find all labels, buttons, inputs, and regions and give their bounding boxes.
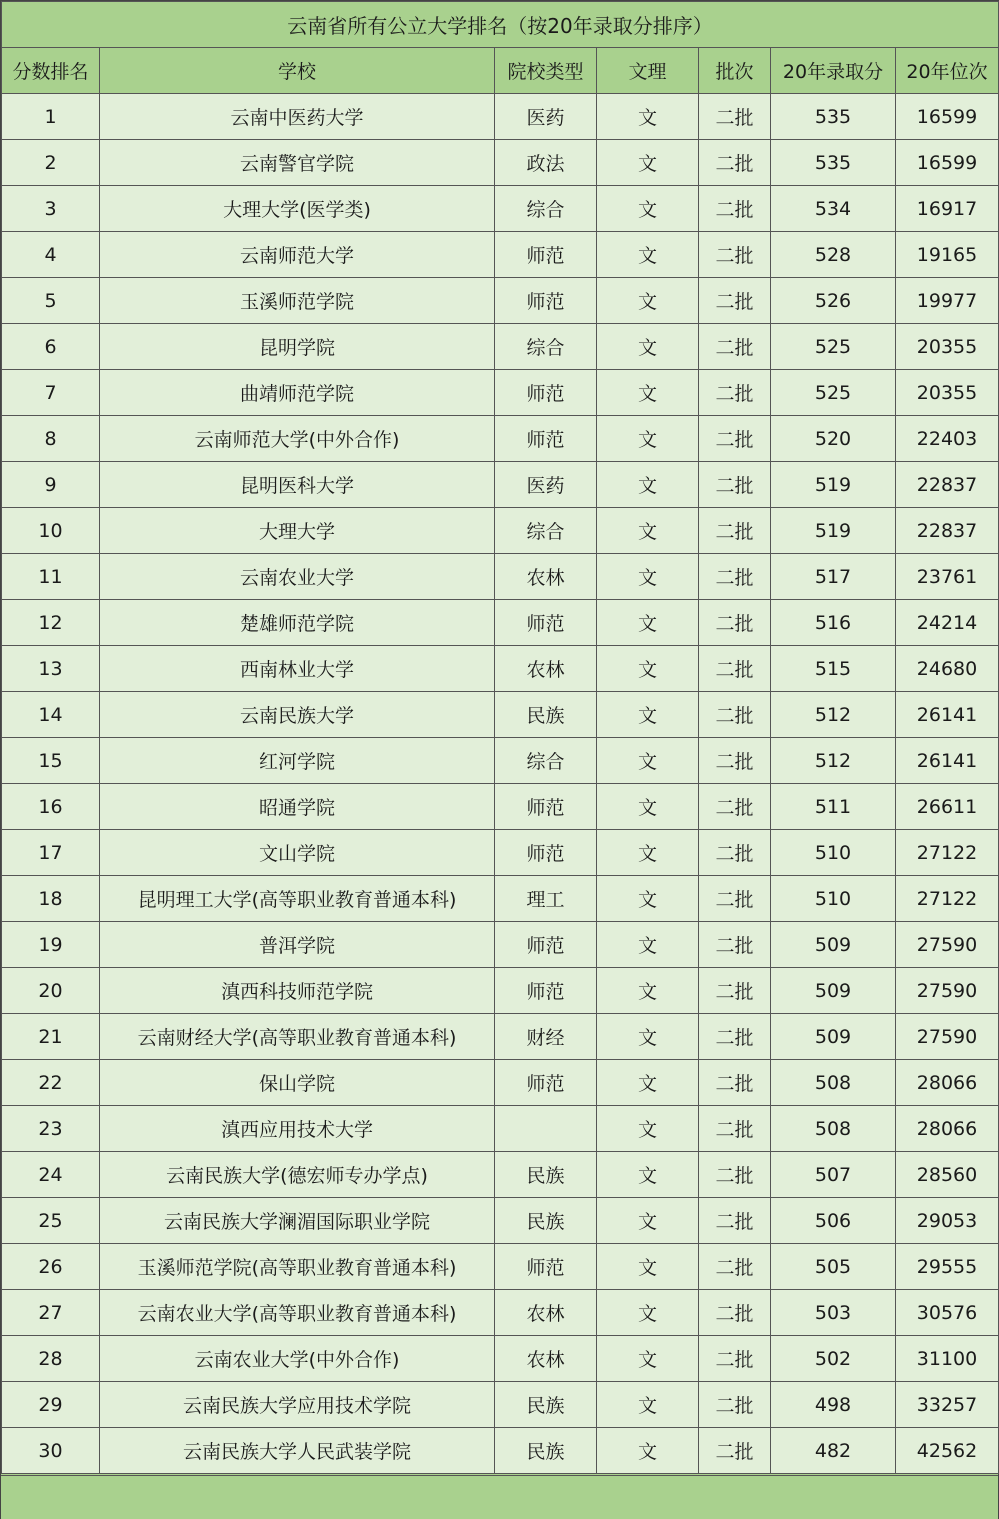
- track-cell: 文: [597, 508, 699, 554]
- table-row: [2, 1060, 999, 1106]
- track-cell: 文: [597, 554, 699, 600]
- rank-cell: 18: [2, 876, 100, 922]
- batch-cell: 二批: [699, 1336, 771, 1382]
- table-row: [2, 278, 999, 324]
- position-cell: 23761: [896, 554, 999, 600]
- position-cell: 29555: [896, 1244, 999, 1290]
- footer-bar: [1, 1475, 998, 1519]
- table-row: [2, 830, 999, 876]
- school-cell: 昆明医科大学: [100, 462, 495, 508]
- track-cell: 文: [597, 1382, 699, 1428]
- position-cell: 16599: [896, 94, 999, 140]
- rank-cell: 3: [2, 186, 100, 232]
- column-header-track: 文理: [597, 48, 699, 94]
- school-cell: 大理大学: [100, 508, 495, 554]
- track-cell: 文: [597, 1290, 699, 1336]
- batch-cell: 二批: [699, 646, 771, 692]
- batch-cell: 二批: [699, 462, 771, 508]
- score-cell: 512: [771, 692, 896, 738]
- rank-cell: 11: [2, 554, 100, 600]
- track-cell: 文: [597, 1014, 699, 1060]
- batch-cell: 二批: [699, 1152, 771, 1198]
- position-cell: 27590: [896, 922, 999, 968]
- school-cell: 昆明学院: [100, 324, 495, 370]
- type-cell: 师范: [495, 922, 597, 968]
- track-cell: 文: [597, 94, 699, 140]
- type-cell: 民族: [495, 1198, 597, 1244]
- table-row: [2, 186, 999, 232]
- score-cell: 509: [771, 968, 896, 1014]
- type-cell: 农林: [495, 1290, 597, 1336]
- school-cell: 大理大学(医学类): [100, 186, 495, 232]
- rank-cell: 27: [2, 1290, 100, 1336]
- column-header-batch: 批次: [699, 48, 771, 94]
- type-cell: 师范: [495, 784, 597, 830]
- header-row: [2, 48, 999, 94]
- score-cell: 515: [771, 646, 896, 692]
- track-cell: 文: [597, 968, 699, 1014]
- track-cell: 文: [597, 278, 699, 324]
- track-cell: 文: [597, 784, 699, 830]
- type-cell: 民族: [495, 1382, 597, 1428]
- rank-cell: 17: [2, 830, 100, 876]
- school-cell: 云南民族大学: [100, 692, 495, 738]
- school-cell: 昭通学院: [100, 784, 495, 830]
- track-cell: 文: [597, 1198, 699, 1244]
- table-row: [2, 232, 999, 278]
- position-cell: 28066: [896, 1060, 999, 1106]
- score-cell: 498: [771, 1382, 896, 1428]
- position-cell: 24214: [896, 600, 999, 646]
- score-cell: 525: [771, 370, 896, 416]
- position-cell: 27590: [896, 968, 999, 1014]
- batch-cell: 二批: [699, 922, 771, 968]
- table-row: [2, 922, 999, 968]
- type-cell: 医药: [495, 94, 597, 140]
- batch-cell: 二批: [699, 830, 771, 876]
- table-row: [2, 370, 999, 416]
- position-cell: 29053: [896, 1198, 999, 1244]
- column-header-position: 20年位次: [896, 48, 999, 94]
- table-row: [2, 94, 999, 140]
- type-cell: 综合: [495, 738, 597, 784]
- score-cell: 511: [771, 784, 896, 830]
- school-cell: 玉溪师范学院(高等职业教育普通本科): [100, 1244, 495, 1290]
- batch-cell: 二批: [699, 876, 771, 922]
- type-cell: 师范: [495, 232, 597, 278]
- table-row: [2, 462, 999, 508]
- track-cell: 文: [597, 646, 699, 692]
- type-cell: 理工: [495, 876, 597, 922]
- batch-cell: 二批: [699, 508, 771, 554]
- batch-cell: 二批: [699, 1198, 771, 1244]
- rank-cell: 12: [2, 600, 100, 646]
- position-cell: 27590: [896, 1014, 999, 1060]
- position-cell: 22403: [896, 416, 999, 462]
- table-row: [2, 1152, 999, 1198]
- score-cell: 508: [771, 1106, 896, 1152]
- track-cell: 文: [597, 370, 699, 416]
- table-row: [2, 140, 999, 186]
- score-cell: 509: [771, 1014, 896, 1060]
- track-cell: 文: [597, 1152, 699, 1198]
- batch-cell: 二批: [699, 1382, 771, 1428]
- rank-cell: 7: [2, 370, 100, 416]
- score-cell: 526: [771, 278, 896, 324]
- track-cell: 文: [597, 1106, 699, 1152]
- type-cell: 农林: [495, 1336, 597, 1382]
- score-cell: 535: [771, 94, 896, 140]
- rank-cell: 8: [2, 416, 100, 462]
- school-cell: 云南警官学院: [100, 140, 495, 186]
- position-cell: 26611: [896, 784, 999, 830]
- batch-cell: 二批: [699, 370, 771, 416]
- table-title: 云南省所有公立大学排名（按20年录取分排序）: [2, 2, 999, 48]
- table-row: [2, 600, 999, 646]
- table-row: [2, 1244, 999, 1290]
- score-cell: 507: [771, 1152, 896, 1198]
- score-cell: 520: [771, 416, 896, 462]
- rank-cell: 6: [2, 324, 100, 370]
- score-cell: 502: [771, 1336, 896, 1382]
- rank-cell: 14: [2, 692, 100, 738]
- table-row: [2, 508, 999, 554]
- table-row: [2, 1014, 999, 1060]
- table-row: [2, 876, 999, 922]
- score-cell: 525: [771, 324, 896, 370]
- batch-cell: 二批: [699, 324, 771, 370]
- school-cell: 云南财经大学(高等职业教育普通本科): [100, 1014, 495, 1060]
- rank-cell: 16: [2, 784, 100, 830]
- track-cell: 文: [597, 416, 699, 462]
- track-cell: 文: [597, 692, 699, 738]
- rank-cell: 30: [2, 1428, 100, 1474]
- position-cell: 30576: [896, 1290, 999, 1336]
- type-cell: 综合: [495, 324, 597, 370]
- batch-cell: 二批: [699, 1060, 771, 1106]
- school-cell: 红河学院: [100, 738, 495, 784]
- school-cell: 云南中医药大学: [100, 94, 495, 140]
- score-cell: 510: [771, 830, 896, 876]
- batch-cell: 二批: [699, 416, 771, 462]
- rank-cell: 13: [2, 646, 100, 692]
- type-cell: 民族: [495, 692, 597, 738]
- position-cell: 28560: [896, 1152, 999, 1198]
- track-cell: 文: [597, 186, 699, 232]
- score-cell: 506: [771, 1198, 896, 1244]
- school-cell: 云南农业大学(中外合作): [100, 1336, 495, 1382]
- table-row: [2, 646, 999, 692]
- table-body: [2, 94, 999, 1474]
- type-cell: 综合: [495, 186, 597, 232]
- type-cell: 综合: [495, 508, 597, 554]
- school-cell: 西南林业大学: [100, 646, 495, 692]
- track-cell: 文: [597, 140, 699, 186]
- table-row: [2, 416, 999, 462]
- school-cell: 云南农业大学: [100, 554, 495, 600]
- batch-cell: 二批: [699, 1106, 771, 1152]
- position-cell: 16917: [896, 186, 999, 232]
- type-cell: 财经: [495, 1014, 597, 1060]
- track-cell: 文: [597, 738, 699, 784]
- score-cell: 482: [771, 1428, 896, 1474]
- position-cell: 33257: [896, 1382, 999, 1428]
- school-cell: 曲靖师范学院: [100, 370, 495, 416]
- type-cell: 师范: [495, 600, 597, 646]
- batch-cell: 二批: [699, 1428, 771, 1474]
- rank-cell: 4: [2, 232, 100, 278]
- position-cell: 24680: [896, 646, 999, 692]
- batch-cell: 二批: [699, 600, 771, 646]
- batch-cell: 二批: [699, 1244, 771, 1290]
- track-cell: 文: [597, 462, 699, 508]
- table-row: [2, 554, 999, 600]
- score-cell: 508: [771, 1060, 896, 1106]
- type-cell: 医药: [495, 462, 597, 508]
- school-cell: 昆明理工大学(高等职业教育普通本科): [100, 876, 495, 922]
- position-cell: 42562: [896, 1428, 999, 1474]
- track-cell: 文: [597, 1244, 699, 1290]
- school-cell: 楚雄师范学院: [100, 600, 495, 646]
- position-cell: 27122: [896, 876, 999, 922]
- table-row: [2, 738, 999, 784]
- column-header-score: 20年录取分: [771, 48, 896, 94]
- school-cell: 滇西应用技术大学: [100, 1106, 495, 1152]
- table-row: [2, 968, 999, 1014]
- score-cell: 519: [771, 508, 896, 554]
- column-header-rank: 分数排名: [2, 48, 100, 94]
- batch-cell: 二批: [699, 554, 771, 600]
- batch-cell: 二批: [699, 692, 771, 738]
- rank-cell: 22: [2, 1060, 100, 1106]
- position-cell: 16599: [896, 140, 999, 186]
- type-cell: 农林: [495, 554, 597, 600]
- position-cell: 19977: [896, 278, 999, 324]
- rank-cell: 28: [2, 1336, 100, 1382]
- school-cell: 文山学院: [100, 830, 495, 876]
- type-cell: 民族: [495, 1428, 597, 1474]
- rank-cell: 19: [2, 922, 100, 968]
- column-header-type: 院校类型: [495, 48, 597, 94]
- rank-cell: 20: [2, 968, 100, 1014]
- score-cell: 534: [771, 186, 896, 232]
- position-cell: 20355: [896, 370, 999, 416]
- score-cell: 528: [771, 232, 896, 278]
- rank-cell: 10: [2, 508, 100, 554]
- table-row: [2, 1198, 999, 1244]
- track-cell: 文: [597, 600, 699, 646]
- column-header-school: 学校: [100, 48, 495, 94]
- rank-cell: 1: [2, 94, 100, 140]
- school-cell: 云南师范大学: [100, 232, 495, 278]
- position-cell: 19165: [896, 232, 999, 278]
- position-cell: 22837: [896, 462, 999, 508]
- position-cell: 31100: [896, 1336, 999, 1382]
- rank-cell: 2: [2, 140, 100, 186]
- type-cell: 师范: [495, 370, 597, 416]
- type-cell: 民族: [495, 1152, 597, 1198]
- type-cell: 师范: [495, 1244, 597, 1290]
- type-cell: 师范: [495, 968, 597, 1014]
- rank-cell: 23: [2, 1106, 100, 1152]
- table-row: [2, 1106, 999, 1152]
- table-row: [2, 784, 999, 830]
- school-cell: 云南民族大学人民武装学院: [100, 1428, 495, 1474]
- table-row: [2, 692, 999, 738]
- score-cell: 517: [771, 554, 896, 600]
- table-row: [2, 1382, 999, 1428]
- batch-cell: 二批: [699, 232, 771, 278]
- school-cell: 云南民族大学(德宏师专办学点): [100, 1152, 495, 1198]
- position-cell: 22837: [896, 508, 999, 554]
- track-cell: 文: [597, 876, 699, 922]
- rank-cell: 26: [2, 1244, 100, 1290]
- rank-cell: 21: [2, 1014, 100, 1060]
- school-cell: 云南民族大学澜湄国际职业学院: [100, 1198, 495, 1244]
- table-row: [2, 1290, 999, 1336]
- batch-cell: 二批: [699, 1290, 771, 1336]
- score-cell: 509: [771, 922, 896, 968]
- score-cell: 510: [771, 876, 896, 922]
- batch-cell: 二批: [699, 140, 771, 186]
- school-cell: 云南师范大学(中外合作): [100, 416, 495, 462]
- batch-cell: 二批: [699, 1014, 771, 1060]
- score-cell: 519: [771, 462, 896, 508]
- position-cell: 27122: [896, 830, 999, 876]
- position-cell: 26141: [896, 738, 999, 784]
- batch-cell: 二批: [699, 784, 771, 830]
- rank-cell: 29: [2, 1382, 100, 1428]
- batch-cell: 二批: [699, 968, 771, 1014]
- score-cell: 505: [771, 1244, 896, 1290]
- batch-cell: 二批: [699, 738, 771, 784]
- title-row: [2, 2, 999, 48]
- school-cell: 普洱学院: [100, 922, 495, 968]
- type-cell: 师范: [495, 278, 597, 324]
- rank-cell: 25: [2, 1198, 100, 1244]
- school-cell: 保山学院: [100, 1060, 495, 1106]
- type-cell: 师范: [495, 416, 597, 462]
- rank-cell: 24: [2, 1152, 100, 1198]
- score-cell: 516: [771, 600, 896, 646]
- batch-cell: 二批: [699, 278, 771, 324]
- type-cell: 师范: [495, 1060, 597, 1106]
- track-cell: 文: [597, 922, 699, 968]
- position-cell: 26141: [896, 692, 999, 738]
- track-cell: 文: [597, 1060, 699, 1106]
- rank-cell: 9: [2, 462, 100, 508]
- batch-cell: 二批: [699, 186, 771, 232]
- school-cell: 滇西科技师范学院: [100, 968, 495, 1014]
- school-cell: 玉溪师范学院: [100, 278, 495, 324]
- type-cell: [495, 1106, 597, 1152]
- type-cell: 师范: [495, 830, 597, 876]
- score-cell: 512: [771, 738, 896, 784]
- score-cell: 503: [771, 1290, 896, 1336]
- track-cell: 文: [597, 830, 699, 876]
- track-cell: 文: [597, 324, 699, 370]
- type-cell: 农林: [495, 646, 597, 692]
- score-cell: 535: [771, 140, 896, 186]
- table-row: [2, 324, 999, 370]
- school-cell: 云南农业大学(高等职业教育普通本科): [100, 1290, 495, 1336]
- school-cell: 云南民族大学应用技术学院: [100, 1382, 495, 1428]
- position-cell: 28066: [896, 1106, 999, 1152]
- ranking-table: [1, 1, 999, 1474]
- position-cell: 20355: [896, 324, 999, 370]
- table-row: [2, 1336, 999, 1382]
- batch-cell: 二批: [699, 94, 771, 140]
- track-cell: 文: [597, 1428, 699, 1474]
- track-cell: 文: [597, 1336, 699, 1382]
- type-cell: 政法: [495, 140, 597, 186]
- rank-cell: 15: [2, 738, 100, 784]
- track-cell: 文: [597, 232, 699, 278]
- table-row: [2, 1428, 999, 1474]
- rank-cell: 5: [2, 278, 100, 324]
